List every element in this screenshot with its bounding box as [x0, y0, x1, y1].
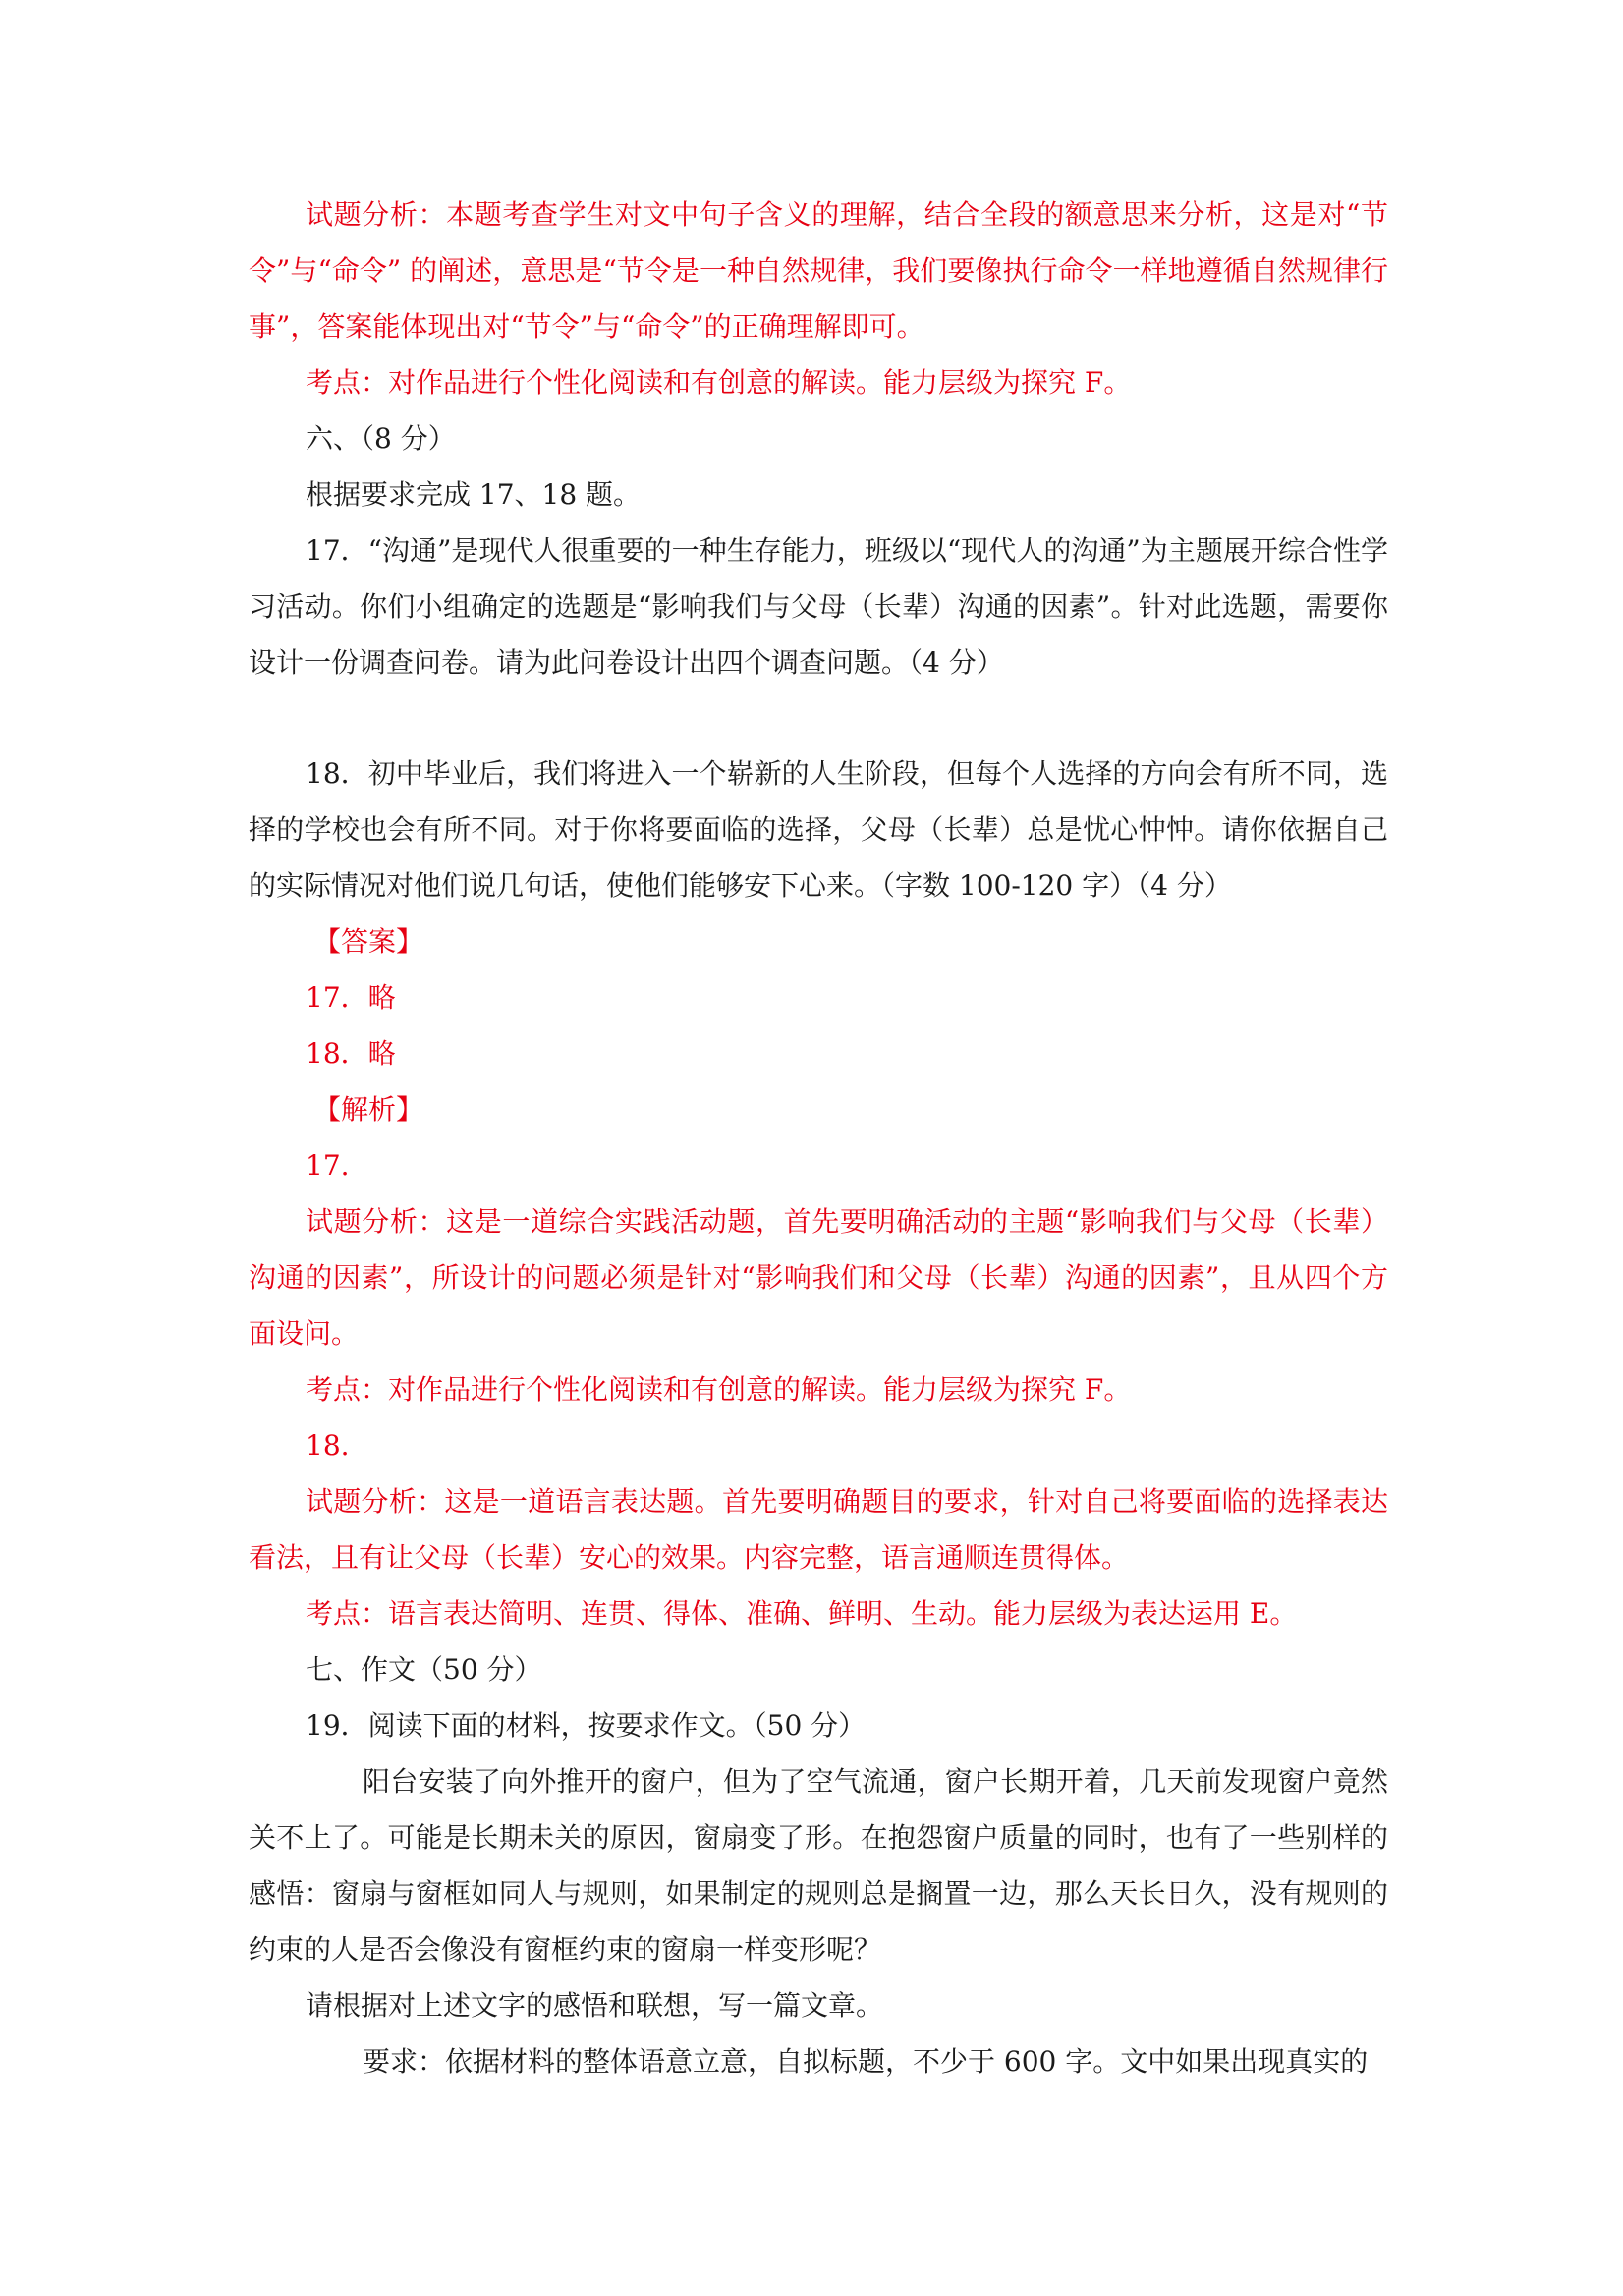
- question-19: 19．阅读下面的材料，按要求作文。（50 分）: [306, 1709, 867, 1742]
- essay-prompt: 请根据对上述文字的感悟和联想，写一篇文章。: [306, 1989, 884, 2022]
- jiexi-number-17: 17.: [306, 1149, 350, 1182]
- essay-requirement: 要求：依据材料的整体语意立意，自拟标题，不少于 600 字。文中如果出现真实的: [363, 2045, 1369, 2078]
- analysis-17: 试题分析：这是一道综合实践活动题，首先要明确活动的主题“影响我们与父母（长辈）沟通的因素”，所设计的问题必须是针对“影响我们和父母（长辈）沟通的因素”，且从四个方面设问。: [249, 1205, 1388, 1350]
- answer-space: [249, 691, 1388, 746]
- question-18: 18．初中毕业后，我们将进入一个崭新的人生阶段，但每个人选择的方向会有所不同，选择的学校也会有所不同。对于你将要面临的选择，父母（长辈）总是忧心忡忡。请你依据自己的实际情况对他们说几句话，使他们能够安下心来。（字数 100-120 字）（4 分）: [249, 757, 1388, 902]
- section-six-heading: 六、（8 分）: [306, 422, 456, 455]
- kaodian-17: 考点：对作品进行个性化阅读和有创意的解读。能力层级为探究 F。: [306, 1373, 1132, 1406]
- essay-material: 阳台安装了向外推开的窗户，但为了空气流通，窗户长期开着，几天前发现窗户竟然关不上了。可能是长期未关的原因，窗扇变了形。在抱怨窗户质量的同时，也有了一些别样的感悟：窗扇与窗框如同人与规则，如果制定的规则总是搁置一边，那么天长日久，没有规则的约束的人是否会像没有窗框约束的窗扇一样变形呢？: [249, 1765, 1388, 1966]
- kaodian-18: 考点：语言表达简明、连贯、得体、准确、鲜明、生动。能力层级为表达运用 E。: [306, 1597, 1298, 1630]
- analysis-paragraph-previous: 试题分析：本题考查学生对文中句子含义的理解，结合全段的额意思来分析，这是对“节令”与“命令” 的阐述，意思是“节令是一种自然规律，我们要像执行命令一样地遵循自然规律行事”，答案能体现出对“节令”与“命令”的正确理解即可。: [249, 198, 1388, 343]
- document-page: [249, 187, 1388, 2090]
- section-seven-heading: 七、作文（50 分）: [306, 1653, 542, 1686]
- analysis-18: 试题分析：这是一道语言表达题。首先要明确题目的要求，针对自己将要面临的选择表达看法，且有让父母（长辈）安心的效果。内容完整，语言通顺连贯得体。: [249, 1485, 1388, 1574]
- jiexi-heading: 【解析】: [313, 1093, 424, 1126]
- answer-heading: 【答案】: [313, 925, 424, 958]
- section-six-instruction: 根据要求完成 17、18 题。: [306, 478, 642, 511]
- answer-18: 18．略: [306, 1037, 396, 1070]
- kaodian-previous: 考点：对作品进行个性化阅读和有创意的解读。能力层级为探究 F。: [306, 366, 1132, 399]
- answer-17: 17．略: [306, 981, 396, 1014]
- jiexi-number-18: 18.: [306, 1429, 350, 1462]
- question-17: 17．“沟通”是现代人很重要的一种生存能力，班级以“现代人的沟通”为主题展开综合性学习活动。你们小组确定的选题是“影响我们与父母（长辈）沟通的因素”。针对此选题，需要你设计一份调查问卷。请为此问卷设计出四个调查问题。（4 分）: [249, 534, 1388, 679]
